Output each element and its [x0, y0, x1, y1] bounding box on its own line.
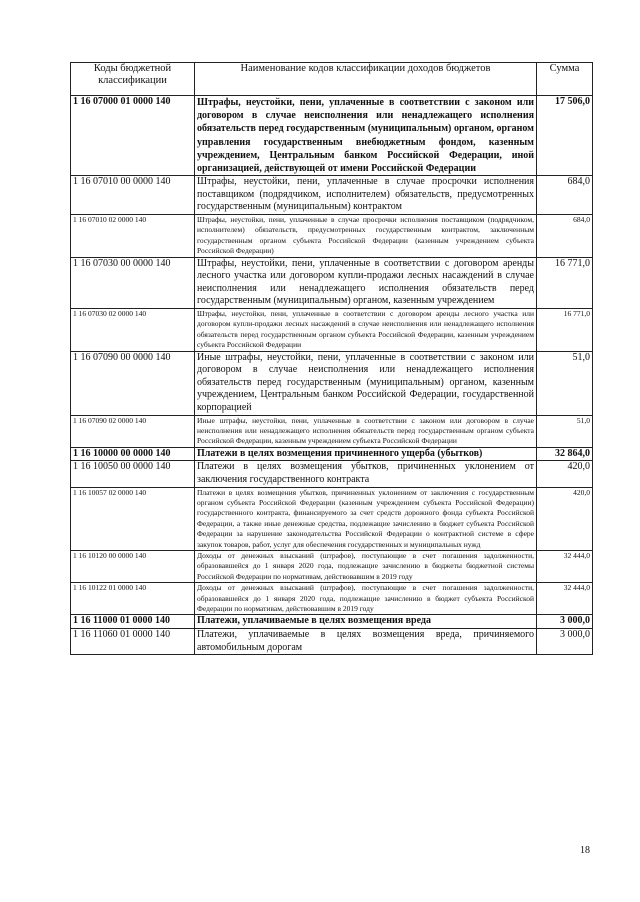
table-body [71, 96, 593, 655]
budget-code-cell: 1 16 07010 00 0000 140 [71, 176, 195, 215]
sum-cell: 420,0 [537, 487, 593, 550]
sum-cell: 51,0 [537, 351, 593, 415]
header-sum: Сумма [537, 63, 593, 96]
code-name-cell: Штрафы, неустойки, пени, уплаченные в соответствии с законом или договором в случае неисполнения или ненадлежащего исполнения обязательств перед государственным (муниципальным) органом, органом управления государственным внебюджетным фондом, казенным учреждением, Центральным банком Российской Федерации, иной организацией, действующей от имени Российской Федерации [195, 96, 537, 176]
code-name-cell: Платежи в целях возмещения причиненного ущерба (убытков) [195, 447, 537, 461]
table-row [71, 415, 593, 447]
table-row [71, 487, 593, 550]
budget-code-cell: 1 16 10122 01 0000 140 [71, 583, 195, 615]
table-row [71, 257, 593, 308]
sum-cell: 3 000,0 [537, 615, 593, 629]
code-name-cell: Иные штрафы, неустойки, пени, уплаченные в соответствии с законом или договором в случае неисполнения или ненадлежащего исполнения обязательств перед государственным органом субъекта Российской Федерации, казенным учреждением субъекта Российской Федерации [195, 415, 537, 447]
sum-cell: 32 444,0 [537, 551, 593, 583]
budget-code-cell: 1 16 07090 00 0000 140 [71, 351, 195, 415]
budget-code-cell: 1 16 11060 01 0000 140 [71, 629, 195, 655]
sum-cell: 32 444,0 [537, 583, 593, 615]
table-row [71, 96, 593, 176]
sum-cell: 17 506,0 [537, 96, 593, 176]
sum-cell: 51,0 [537, 415, 593, 447]
code-name-cell: Штрафы, неустойки, пени, уплаченные в случае просрочки исполнения поставщиком (подрядчиком, исполнителем) обязательств, предусмотренных государственным контрактом, заключенным государственным органом субъекта Российской Федерации (казенным учреждением субъекта Российской Федерации) [195, 215, 537, 258]
table-row [71, 309, 593, 352]
code-name-cell: Штрафы, неустойки, пени, уплаченные в случае просрочки исполнения поставщиком (подрядчиком, исполнителем) обязательств, предусмотренных государственным (муниципальным) контрактом [195, 176, 537, 215]
table-row [71, 615, 593, 629]
sum-cell: 16 771,0 [537, 309, 593, 352]
sum-cell: 16 771,0 [537, 257, 593, 308]
sum-cell: 32 864,0 [537, 447, 593, 461]
budget-code-cell: 1 16 07000 01 0000 140 [71, 96, 195, 176]
sum-cell: 684,0 [537, 176, 593, 215]
code-name-cell: Штрафы, неустойки, пени, уплаченные в соответствии с договором аренды лесного участка или договором купли-продажи лесных насаждений в случае неисполнения или ненадлежащего исполнения обязательств перед государственным органом субъекта Российской Федерации, казенным учреждением субъекта Российской Федерации [195, 309, 537, 352]
budget-code-cell: 1 16 07090 02 0000 140 [71, 415, 195, 447]
header-budget-codes: Коды бюджетной классификации [71, 63, 195, 96]
table-row [71, 351, 593, 415]
budget-income-table [70, 62, 593, 655]
budget-code-cell: 1 16 11000 01 0000 140 [71, 615, 195, 629]
sum-cell: 684,0 [537, 215, 593, 258]
budget-code-cell: 1 16 10120 00 0000 140 [71, 551, 195, 583]
sum-cell: 420,0 [537, 461, 593, 487]
code-name-cell: Штрафы, неустойки, пени, уплаченные в соответствии с договором аренды лесного участка или договором купли-продажи лесных насаждений в случае неисполнения или ненадлежащего исполнения обязательств перед государственным (муниципальным) органом, казенным учреждением [195, 257, 537, 308]
code-name-cell: Платежи, уплачиваемые в целях возмещения вреда, причиняемого автомобильным дорогам [195, 629, 537, 655]
code-name-cell: Платежи в целях возмещения убытков, причиненных уклонением от заключения государственного контракта [195, 461, 537, 487]
table-row [71, 461, 593, 487]
code-name-cell: Платежи, уплачиваемые в целях возмещения вреда [195, 615, 537, 629]
budget-code-cell: 1 16 10057 02 0000 140 [71, 487, 195, 550]
budget-code-cell: 1 16 07030 00 0000 140 [71, 257, 195, 308]
budget-code-cell: 1 16 07010 02 0000 140 [71, 215, 195, 258]
table-header-row [71, 63, 593, 96]
table-row [71, 447, 593, 461]
budget-code-cell: 1 16 10000 00 0000 140 [71, 447, 195, 461]
table-row [71, 176, 593, 215]
budget-code-cell: 1 16 07030 02 0000 140 [71, 309, 195, 352]
code-name-cell: Доходы от денежных взысканий (штрафов), поступающие в счет погашения задолженности, образовавшейся до 1 января 2020 года, подлежащие зачислению в бюджеты бюджетной системы Российской Федерации по нормативам, действовавшим в 2019 году [195, 551, 537, 583]
table-row [71, 215, 593, 258]
code-name-cell: Платежи в целях возмещения убытков, причиненных уклонением от заключения с государственным органом субъекта Российской Федерации (казенным учреждением субъекта Российской Федерации) государственного контракта, финансируемого за счет средств дорожного фонда субъекта Российской Федерации, а также иные денежные средства, подлежащие зачислению в бюджет субъекта Российской Федерации за нарушение законодательства Российской Федерации о контрактной системе в сфере закупок товаров, работ, услуг для обеспечения государственных и муниципальных нужд [195, 487, 537, 550]
budget-code-cell: 1 16 10050 00 0000 140 [71, 461, 195, 487]
page-number: 18 [580, 845, 590, 856]
table-row [71, 583, 593, 615]
header-code-names: Наименование кодов классификации доходов бюджетов [195, 63, 537, 96]
code-name-cell: Иные штрафы, неустойки, пени, уплаченные в соответствии с законом или договором в случае неисполнения или ненадлежащего исполнения обязательств перед государственным (муниципальным) органом, казенным учреждением, Центральным банком Российской Федерации, государственной корпорацией [195, 351, 537, 415]
table-row [71, 629, 593, 655]
sum-cell: 3 000,0 [537, 629, 593, 655]
code-name-cell: Доходы от денежных взысканий (штрафов), поступающие в счет погашения задолженности, образовавшейся до 1 января 2020 года, подлежащие зачислению в бюджет субъекта Российской Федерации по нормативам, действовавшим в 2019 году [195, 583, 537, 615]
table-row [71, 551, 593, 583]
